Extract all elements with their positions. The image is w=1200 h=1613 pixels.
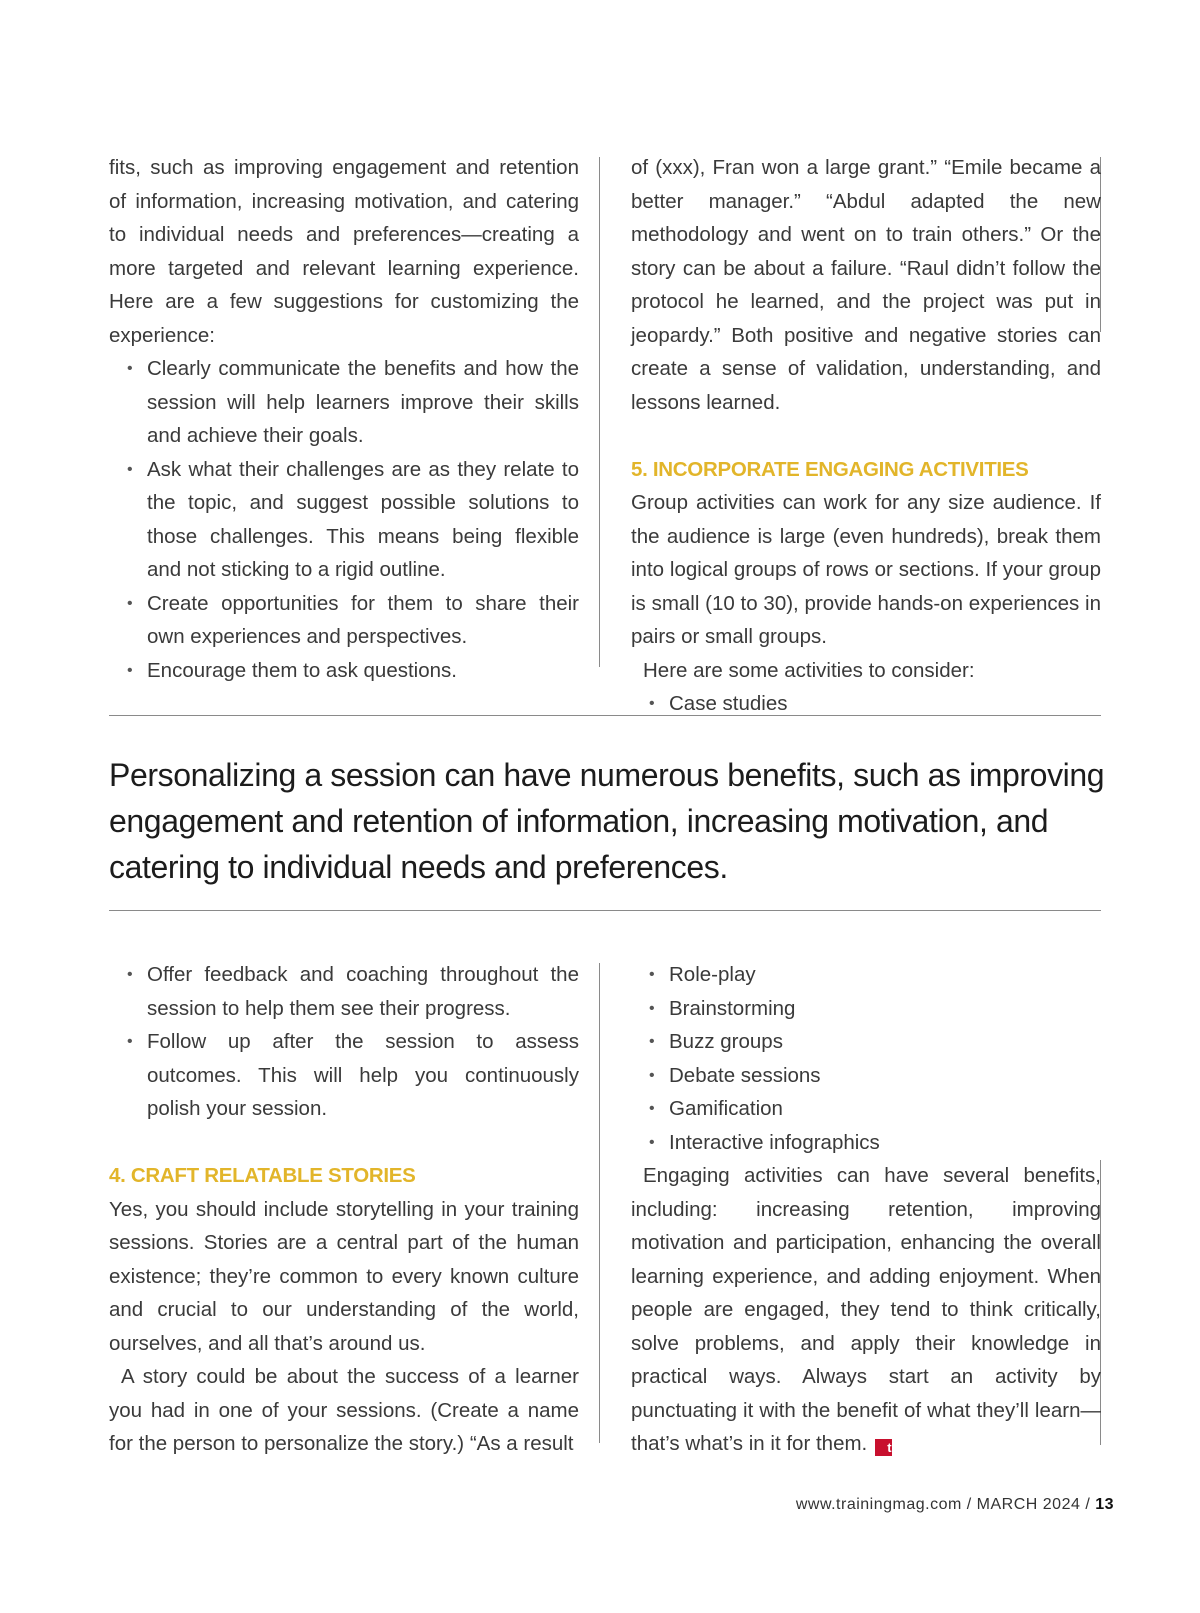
pullquote-bottom-rule <box>109 910 1101 911</box>
section-heading-4: 4. CRAFT RELATABLE STORIES <box>109 1164 416 1187</box>
list-item: • Clearly communicate the benefits and how the session will help learners improve their skills and achieve their goals. <box>109 352 579 453</box>
list-item: • Gamification <box>631 1092 1101 1126</box>
story-example-paragraph: A story could be about the success of a learner you had in one of your sessions. (Create a name for the person to personalize the story.) “As a result <box>109 1365 579 1455</box>
pull-quote: Personalizing a session can have numerous benefits, such as improving engagement and retention of information, increasing motivation, and catering to individual needs and preferences. <box>109 757 1105 885</box>
training-end-mark-icon: t <box>875 1439 892 1456</box>
top-left-column <box>109 151 579 687</box>
story-paragraph: of (xxx), Fran won a large grant.” “Emile became a better manager.” “Abdul adapted the new methodology and went on to train others.” Or the story can be about a failure. “Raul didn’t follow the protocol he learned, and the project was put in jeopardy.” Both positive and negative stories can create a sense of validation, understanding, and lessons learned. <box>631 156 1101 414</box>
page-footer <box>796 1496 1114 1514</box>
column-divider-bottom <box>599 963 600 1443</box>
storytelling-paragraph: Yes, you should include storytelling in your training sessions. Stories are a central part of the human existence; they’re common to every known culture and crucial to our understanding of the world, ourselves, and all that’s around us. <box>109 1197 579 1355</box>
intro-paragraph: fits, such as improving engagement and retention of information, increasing motivation, and catering to individual needs and preferences—creating a more targeted and relevant learning experience. Here are a few suggestions for customizing the experience: <box>109 156 579 347</box>
column-divider-top <box>599 157 600 667</box>
activities-list-continued <box>631 958 1101 1159</box>
benefits-text: Engaging activities can have several benefits, including: increasing retention, improving motivation and participation, enhancing the overall learning experience, and adding enjoyment. When people are engaged, they tend to think critically, solve problems, and apply their knowledge in practical ways. Always start an activity by punctuating it with the benefit of what they’ll learn—that’s what’s in it for them. <box>631 1164 1101 1455</box>
activities-paragraph: Group activities can work for any size audience. If the audience is large (even hundreds), break them into logical groups of rows or sections. If your group is small (10 to 30), provide hands-on experiences in pairs or small groups. <box>631 491 1101 648</box>
list-item: • Role-play <box>631 958 1101 992</box>
customizing-list-continued <box>109 958 579 1126</box>
activities-intro: Here are some activities to consider: <box>643 658 975 682</box>
page-number: 13 <box>1095 1496 1114 1513</box>
benefits-paragraph <box>631 1159 1101 1461</box>
customizing-list <box>109 352 579 687</box>
section-heading-5: 5. INCORPORATE ENGAGING ACTIVITIES <box>631 457 1029 481</box>
footer-site: www.trainingmag.com / MARCH 2024 / <box>795 1496 1096 1513</box>
list-item: • Encourage them to ask questions. <box>109 654 579 688</box>
bottom-right-column <box>631 958 1101 1461</box>
list-item: • Ask what their challenges are as they relate to the topic, and suggest possible solutions to those challenges. This means being flexible and not sticking to a rigid outline. <box>109 453 579 587</box>
list-item: • Brainstorming <box>631 992 1101 1026</box>
list-item: • Buzz groups <box>631 1025 1101 1059</box>
list-item: • Case studies <box>631 687 1101 721</box>
list-item: • Offer feedback and coaching throughout the session to help them see their progress. <box>109 958 579 1025</box>
list-item: • Debate sessions <box>631 1059 1101 1093</box>
top-right-column <box>631 151 1101 721</box>
pullquote-top-rule <box>109 715 1101 716</box>
list-item: • Follow up after the session to assess outcomes. This will help you continuously polish your session. <box>109 1025 579 1126</box>
list-item: • Create opportunities for them to share their own experiences and perspectives. <box>109 587 579 654</box>
list-item: • Interactive infographics <box>631 1126 1101 1160</box>
bottom-left-column <box>109 958 579 1461</box>
